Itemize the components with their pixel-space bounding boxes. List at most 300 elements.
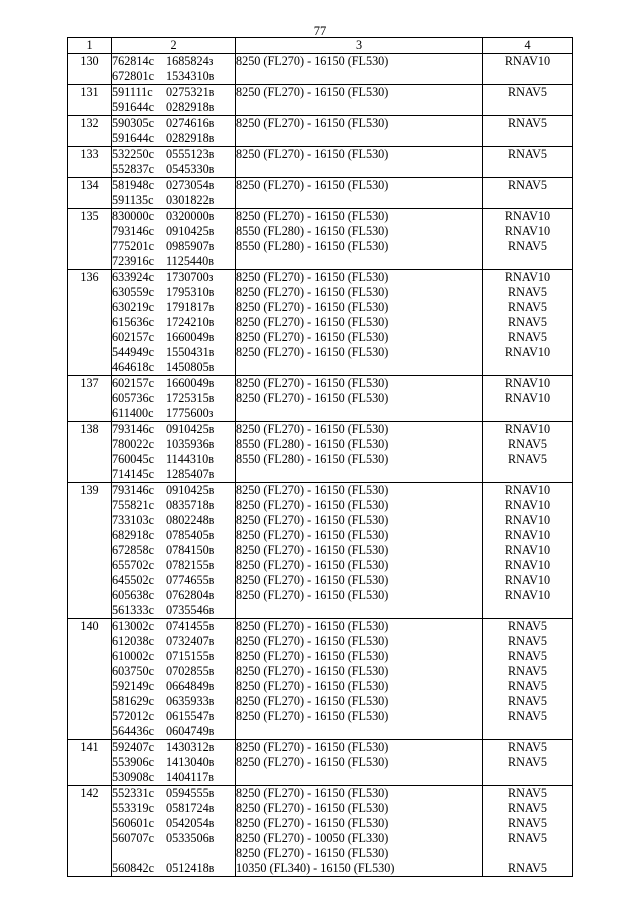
- longitude: 0762804в: [166, 588, 215, 602]
- coordinate-pair: [112, 513, 235, 528]
- airway-table: [67, 37, 573, 877]
- navigation-spec: RNAV5: [507, 679, 548, 693]
- coordinates-cell: [112, 178, 236, 209]
- table-row: [68, 209, 573, 270]
- longitude: 0782155в: [166, 558, 215, 572]
- altitude-range: [236, 193, 482, 208]
- navigation-spec: RNAV5: [507, 694, 548, 708]
- row-number: 137: [68, 376, 112, 422]
- navigation-spec: RNAV10: [504, 558, 551, 572]
- navigation-spec-cell: [483, 54, 573, 85]
- longitude: 0735546в: [166, 603, 215, 617]
- navigation-spec: RNAV5: [507, 786, 548, 800]
- coordinate-pair: [112, 69, 235, 84]
- coordinate-pair: [112, 100, 235, 115]
- longitude: 1285407в: [166, 467, 215, 481]
- coordinate-pair: [112, 755, 235, 770]
- longitude: 0774655в: [166, 573, 215, 587]
- navigation-spec-cell: [483, 209, 573, 270]
- row-number: 141: [68, 740, 112, 786]
- coordinates-cell: [112, 740, 236, 786]
- altitude-cell: [236, 483, 483, 619]
- navigation-spec: [483, 69, 572, 84]
- table-row: [68, 740, 573, 786]
- latitude: 630559с: [112, 285, 154, 299]
- altitude-range: 8250 (FL270) - 16150 (FL530): [236, 786, 389, 800]
- coordinate-pair: [112, 300, 235, 315]
- coordinates-cell: [112, 147, 236, 178]
- row-number: 136: [68, 270, 112, 376]
- latitude: 610002с: [112, 649, 154, 663]
- altitude-range: 8250 (FL270) - 16150 (FL530): [236, 846, 389, 860]
- altitude-cell: [236, 85, 483, 116]
- longitude: 0604749в: [166, 724, 215, 738]
- navigation-spec: RNAV5: [507, 116, 548, 130]
- latitude: 733103с: [112, 513, 154, 527]
- coordinate-pair: [112, 679, 235, 694]
- latitude: 530908с: [112, 770, 154, 784]
- navigation-spec-cell: [483, 178, 573, 209]
- altitude-range: 8250 (FL270) - 16150 (FL530): [236, 634, 389, 648]
- coordinate-pair: [112, 483, 235, 498]
- altitude-range: 8550 (FL280) - 16150 (FL530): [236, 437, 389, 451]
- column-header-1: 1: [68, 38, 112, 54]
- latitude: 613002с: [112, 619, 154, 633]
- navigation-spec-cell: [483, 147, 573, 178]
- longitude: 0282918в: [166, 100, 215, 114]
- latitude: 682918с: [112, 528, 154, 542]
- navigation-spec: [483, 193, 572, 208]
- coordinates-cell: [112, 209, 236, 270]
- navigation-spec: RNAV5: [507, 300, 548, 314]
- coordinate-pair: [112, 664, 235, 679]
- latitude: 572012с: [112, 709, 154, 723]
- navigation-spec-cell: [483, 740, 573, 786]
- navigation-spec-cell: [483, 85, 573, 116]
- longitude: 0542054в: [166, 816, 215, 830]
- latitude: 602157с: [112, 376, 154, 390]
- longitude: 0274616в: [166, 116, 215, 130]
- altitude-range: [236, 406, 482, 421]
- navigation-spec: RNAV10: [504, 483, 551, 497]
- coordinate-pair: [112, 603, 235, 618]
- navigation-spec: [483, 131, 572, 146]
- table-row: [68, 270, 573, 376]
- navigation-spec: RNAV5: [507, 816, 548, 830]
- latitude: 723916с: [112, 254, 154, 268]
- table-row: [68, 376, 573, 422]
- altitude-range: 8250 (FL270) - 16150 (FL530): [236, 664, 389, 678]
- coordinate-pair: [112, 406, 235, 421]
- coordinate-pair: [112, 467, 235, 482]
- table-row: [68, 54, 573, 85]
- navigation-spec: RNAV5: [507, 755, 548, 769]
- table-row: [68, 178, 573, 209]
- altitude-range: 8250 (FL270) - 16150 (FL530): [236, 345, 389, 359]
- navigation-spec: RNAV5: [507, 801, 548, 815]
- latitude: 553319с: [112, 801, 154, 815]
- latitude: 714145с: [112, 467, 154, 481]
- longitude: 1450805в: [166, 360, 215, 374]
- latitude: 591135с: [112, 193, 154, 207]
- coordinate-pair: [112, 801, 235, 816]
- coordinate-pair: [112, 437, 235, 452]
- column-header-3: 3: [236, 38, 483, 54]
- navigation-spec: RNAV5: [507, 619, 548, 633]
- navigation-spec: [483, 100, 572, 115]
- altitude-range: [236, 131, 482, 146]
- navigation-spec: [483, 467, 572, 482]
- navigation-spec: [483, 603, 572, 618]
- coordinate-pair: [112, 178, 235, 193]
- latitude: 591111с: [112, 85, 153, 99]
- altitude-range: 8250 (FL270) - 16150 (FL530): [236, 330, 389, 344]
- longitude: 0282918в: [166, 131, 215, 145]
- altitude-range: [236, 603, 482, 618]
- latitude: 552331с: [112, 786, 154, 800]
- navigation-spec: [483, 254, 572, 269]
- latitude: 605736с: [112, 391, 154, 405]
- altitude-range: 8250 (FL270) - 16150 (FL530): [236, 85, 389, 99]
- coordinate-pair: [112, 558, 235, 573]
- longitude: 1685824з: [166, 54, 214, 68]
- navigation-spec: RNAV5: [507, 831, 548, 845]
- altitude-range: 8550 (FL280) - 16150 (FL530): [236, 452, 389, 466]
- coordinate-pair: [112, 740, 235, 755]
- coordinate-pair: [112, 147, 235, 162]
- coordinates-cell: [112, 116, 236, 147]
- latitude: 603750с: [112, 664, 154, 678]
- altitude-range: 8250 (FL270) - 16150 (FL530): [236, 755, 389, 769]
- altitude-range: 8250 (FL270) - 16150 (FL530): [236, 178, 389, 192]
- coordinate-pair: [112, 619, 235, 634]
- longitude: 0512418в: [166, 861, 215, 875]
- latitude: 544949с: [112, 345, 154, 359]
- longitude: 0301822в: [166, 193, 215, 207]
- navigation-spec: [483, 770, 572, 785]
- latitude: 553906с: [112, 755, 154, 769]
- navigation-spec: RNAV5: [507, 239, 548, 253]
- latitude: 561333с: [112, 603, 154, 617]
- longitude: 0555123в: [166, 147, 215, 161]
- navigation-spec: RNAV5: [507, 330, 548, 344]
- navigation-spec: RNAV5: [507, 740, 548, 754]
- coordinate-pair: [112, 831, 235, 846]
- coordinate-pair: [112, 498, 235, 513]
- row-number: 132: [68, 116, 112, 147]
- latitude: 615636с: [112, 315, 154, 329]
- latitude: 760045с: [112, 452, 154, 466]
- coordinate-pair: [112, 376, 235, 391]
- longitude: 0581724в: [166, 801, 215, 815]
- longitude: 1413040в: [166, 755, 215, 769]
- altitude-range: 8250 (FL270) - 16150 (FL530): [236, 816, 389, 830]
- altitude-cell: [236, 270, 483, 376]
- longitude: 1791817в: [166, 300, 215, 314]
- table-row: [68, 85, 573, 116]
- altitude-range: [236, 467, 482, 482]
- navigation-spec: RNAV10: [504, 528, 551, 542]
- longitude: 0320000в: [166, 209, 215, 223]
- longitude: 0835718в: [166, 498, 215, 512]
- navigation-spec: RNAV10: [504, 513, 551, 527]
- navigation-spec: RNAV5: [507, 147, 548, 161]
- altitude-range: 8250 (FL270) - 16150 (FL530): [236, 285, 389, 299]
- coordinate-pair: [112, 786, 235, 801]
- navigation-spec-cell: [483, 116, 573, 147]
- coordinate-pair: [112, 85, 235, 100]
- navigation-spec: RNAV10: [504, 573, 551, 587]
- navigation-spec: RNAV5: [507, 315, 548, 329]
- coordinate-pair: [112, 315, 235, 330]
- longitude: 0985907в: [166, 239, 215, 253]
- longitude: 0741455в: [166, 619, 215, 633]
- coordinate-pair: [112, 452, 235, 467]
- longitude: 0635933в: [166, 694, 215, 708]
- longitude: 0732407в: [166, 634, 215, 648]
- longitude: 0664849в: [166, 679, 215, 693]
- longitude: 0275321в: [166, 85, 215, 99]
- altitude-range: 8550 (FL280) - 16150 (FL530): [236, 239, 389, 253]
- latitude: 633924с: [112, 270, 154, 284]
- altitude-cell: [236, 209, 483, 270]
- latitude: 775201с: [112, 239, 154, 253]
- longitude: 0910425в: [166, 422, 215, 436]
- altitude-range: 8250 (FL270) - 16150 (FL530): [236, 54, 389, 68]
- row-number: 139: [68, 483, 112, 619]
- row-number: 138: [68, 422, 112, 483]
- navigation-spec: [483, 724, 572, 739]
- coordinates-cell: [112, 54, 236, 85]
- row-number: 130: [68, 54, 112, 85]
- altitude-cell: [236, 376, 483, 422]
- navigation-spec-cell: [483, 422, 573, 483]
- latitude: 560842с: [112, 861, 154, 875]
- latitude: 655702с: [112, 558, 154, 572]
- latitude: 560707с: [112, 831, 154, 845]
- coordinate-pair: [112, 254, 235, 269]
- latitude: 793146с: [112, 224, 154, 238]
- coordinate-pair: [112, 816, 235, 831]
- navigation-spec: RNAV5: [507, 664, 548, 678]
- altitude-range: [236, 360, 482, 375]
- altitude-range: 8250 (FL270) - 16150 (FL530): [236, 513, 389, 527]
- coordinate-pair: [112, 224, 235, 239]
- coordinate-pair: [112, 209, 235, 224]
- coordinate-pair: [112, 330, 235, 345]
- longitude: 0533506в: [166, 831, 215, 845]
- altitude-range: 8250 (FL270) - 16150 (FL530): [236, 558, 389, 572]
- longitude: 1125440в: [166, 254, 214, 268]
- page-number: 77: [313, 24, 327, 38]
- longitude: 1775600з: [166, 406, 214, 420]
- column-header-2: 2: [112, 38, 236, 54]
- row-number: 133: [68, 147, 112, 178]
- navigation-spec: RNAV10: [504, 391, 551, 405]
- navigation-spec: RNAV5: [507, 634, 548, 648]
- navigation-spec: RNAV10: [504, 543, 551, 557]
- longitude: 0784150в: [166, 543, 215, 557]
- altitude-range: 8250 (FL270) - 16150 (FL530): [236, 422, 389, 436]
- altitude-range: [236, 724, 482, 739]
- table-row: [68, 786, 573, 877]
- navigation-spec: RNAV5: [507, 709, 548, 723]
- navigation-spec: RNAV5: [507, 452, 548, 466]
- latitude: 762814с: [112, 54, 154, 68]
- latitude: 581948с: [112, 178, 154, 192]
- altitude-range: 8550 (FL280) - 16150 (FL530): [236, 224, 389, 238]
- altitude-range: 8250 (FL270) - 16150 (FL530): [236, 147, 389, 161]
- longitude: 0910425в: [166, 224, 215, 238]
- latitude: 532250с: [112, 147, 154, 161]
- longitude: 1660049в: [166, 330, 215, 344]
- latitude: 755821с: [112, 498, 154, 512]
- navigation-spec: RNAV10: [504, 54, 551, 68]
- altitude-cell: [236, 740, 483, 786]
- coordinate-pair: [112, 846, 235, 861]
- latitude: 611400с: [112, 406, 154, 420]
- navigation-spec: RNAV10: [504, 376, 551, 390]
- navigation-spec: [483, 846, 572, 861]
- altitude-cell: [236, 619, 483, 740]
- altitude-range: 8250 (FL270) - 16150 (FL530): [236, 391, 389, 405]
- latitude: 602157с: [112, 330, 154, 344]
- coordinate-pair: [112, 162, 235, 177]
- navigation-spec-cell: [483, 619, 573, 740]
- latitude: 672858с: [112, 543, 154, 557]
- latitude: 552837с: [112, 162, 154, 176]
- longitude: 0615547в: [166, 709, 215, 723]
- navigation-spec: RNAV5: [507, 285, 548, 299]
- latitude: 780022с: [112, 437, 154, 451]
- coordinates-cell: [112, 483, 236, 619]
- altitude-range: 8250 (FL270) - 16150 (FL530): [236, 679, 389, 693]
- coordinate-pair: [112, 543, 235, 558]
- altitude-range: 8250 (FL270) - 16150 (FL530): [236, 498, 389, 512]
- longitude: 0273054в: [166, 178, 215, 192]
- longitude: 0802248в: [166, 513, 215, 527]
- altitude-range: 8250 (FL270) - 16150 (FL530): [236, 543, 389, 557]
- latitude: 830000с: [112, 209, 154, 223]
- altitude-cell: [236, 422, 483, 483]
- longitude: 0785405в: [166, 528, 215, 542]
- altitude-range: 8250 (FL270) - 16150 (FL530): [236, 649, 389, 663]
- longitude: 0702855в: [166, 664, 215, 678]
- latitude: 564436с: [112, 724, 154, 738]
- row-number: 131: [68, 85, 112, 116]
- altitude-range: 8250 (FL270) - 16150 (FL530): [236, 528, 389, 542]
- coordinate-pair: [112, 193, 235, 208]
- coordinates-cell: [112, 786, 236, 877]
- coordinate-pair: [112, 588, 235, 603]
- altitude-cell: [236, 786, 483, 877]
- navigation-spec: RNAV10: [504, 270, 551, 284]
- longitude: 0910425в: [166, 483, 215, 497]
- longitude: 1404117в: [166, 770, 214, 784]
- latitude: 630219с: [112, 300, 154, 314]
- altitude-range: 8250 (FL270) - 16150 (FL530): [236, 315, 389, 329]
- column-header-4: 4: [483, 38, 573, 54]
- coordinate-pair: [112, 391, 235, 406]
- longitude: 1795310в: [166, 285, 215, 299]
- altitude-range: 8250 (FL270) - 16150 (FL530): [236, 300, 389, 314]
- coordinate-pair: [112, 131, 235, 146]
- altitude-range: 8250 (FL270) - 16150 (FL530): [236, 694, 389, 708]
- coordinate-pair: [112, 573, 235, 588]
- longitude: 1725315в: [166, 391, 215, 405]
- altitude-range: [236, 69, 482, 84]
- header-row: [68, 38, 573, 54]
- coordinates-cell: [112, 270, 236, 376]
- coordinate-pair: [112, 770, 235, 785]
- coordinate-pair: [112, 345, 235, 360]
- altitude-range: 8250 (FL270) - 16150 (FL530): [236, 588, 389, 602]
- altitude-range: 8250 (FL270) - 16150 (FL530): [236, 801, 389, 815]
- navigation-spec: RNAV10: [504, 422, 551, 436]
- altitude-cell: [236, 178, 483, 209]
- navigation-spec-cell: [483, 376, 573, 422]
- latitude: 464618с: [112, 360, 154, 374]
- latitude: 591644с: [112, 131, 154, 145]
- latitude: 612038с: [112, 634, 154, 648]
- altitude-cell: [236, 147, 483, 178]
- coordinates-cell: [112, 422, 236, 483]
- latitude: 793146с: [112, 483, 154, 497]
- latitude: 592149с: [112, 679, 154, 693]
- altitude-range: [236, 254, 482, 269]
- navigation-spec: RNAV10: [504, 498, 551, 512]
- navigation-spec-cell: [483, 483, 573, 619]
- altitude-range: [236, 162, 482, 177]
- altitude-range: 8250 (FL270) - 16150 (FL530): [236, 483, 389, 497]
- coordinate-pair: [112, 270, 235, 285]
- coordinate-pair: [112, 54, 235, 69]
- longitude: 1660049в: [166, 376, 215, 390]
- longitude: 0545330в: [166, 162, 215, 176]
- navigation-spec: RNAV5: [507, 178, 548, 192]
- altitude-range: [236, 770, 482, 785]
- longitude: 1724210в: [166, 315, 215, 329]
- navigation-spec: RNAV10: [504, 345, 551, 359]
- altitude-range: [236, 100, 482, 115]
- table-row: [68, 422, 573, 483]
- altitude-cell: [236, 54, 483, 85]
- table-row: [68, 483, 573, 619]
- latitude: 592407с: [112, 740, 154, 754]
- navigation-spec: RNAV5: [507, 649, 548, 663]
- latitude: 605638с: [112, 588, 154, 602]
- coordinate-pair: [112, 649, 235, 664]
- altitude-cell: [236, 116, 483, 147]
- latitude: 560601с: [112, 816, 154, 830]
- coordinates-cell: [112, 85, 236, 116]
- longitude: 1534310в: [166, 69, 215, 83]
- longitude: 1550431в: [166, 345, 215, 359]
- latitude: 645502с: [112, 573, 154, 587]
- navigation-spec: RNAV5: [507, 85, 548, 99]
- coordinate-pair: [112, 634, 235, 649]
- coordinate-pair: [112, 694, 235, 709]
- coordinates-cell: [112, 619, 236, 740]
- altitude-range: 8250 (FL270) - 16150 (FL530): [236, 376, 389, 390]
- longitude: 1730700з: [166, 270, 214, 284]
- table-row: [68, 116, 573, 147]
- navigation-spec: [483, 162, 572, 177]
- coordinate-pair: [112, 116, 235, 131]
- navigation-spec: RNAV5: [507, 437, 548, 451]
- coordinate-pair: [112, 724, 235, 739]
- navigation-spec: [483, 406, 572, 421]
